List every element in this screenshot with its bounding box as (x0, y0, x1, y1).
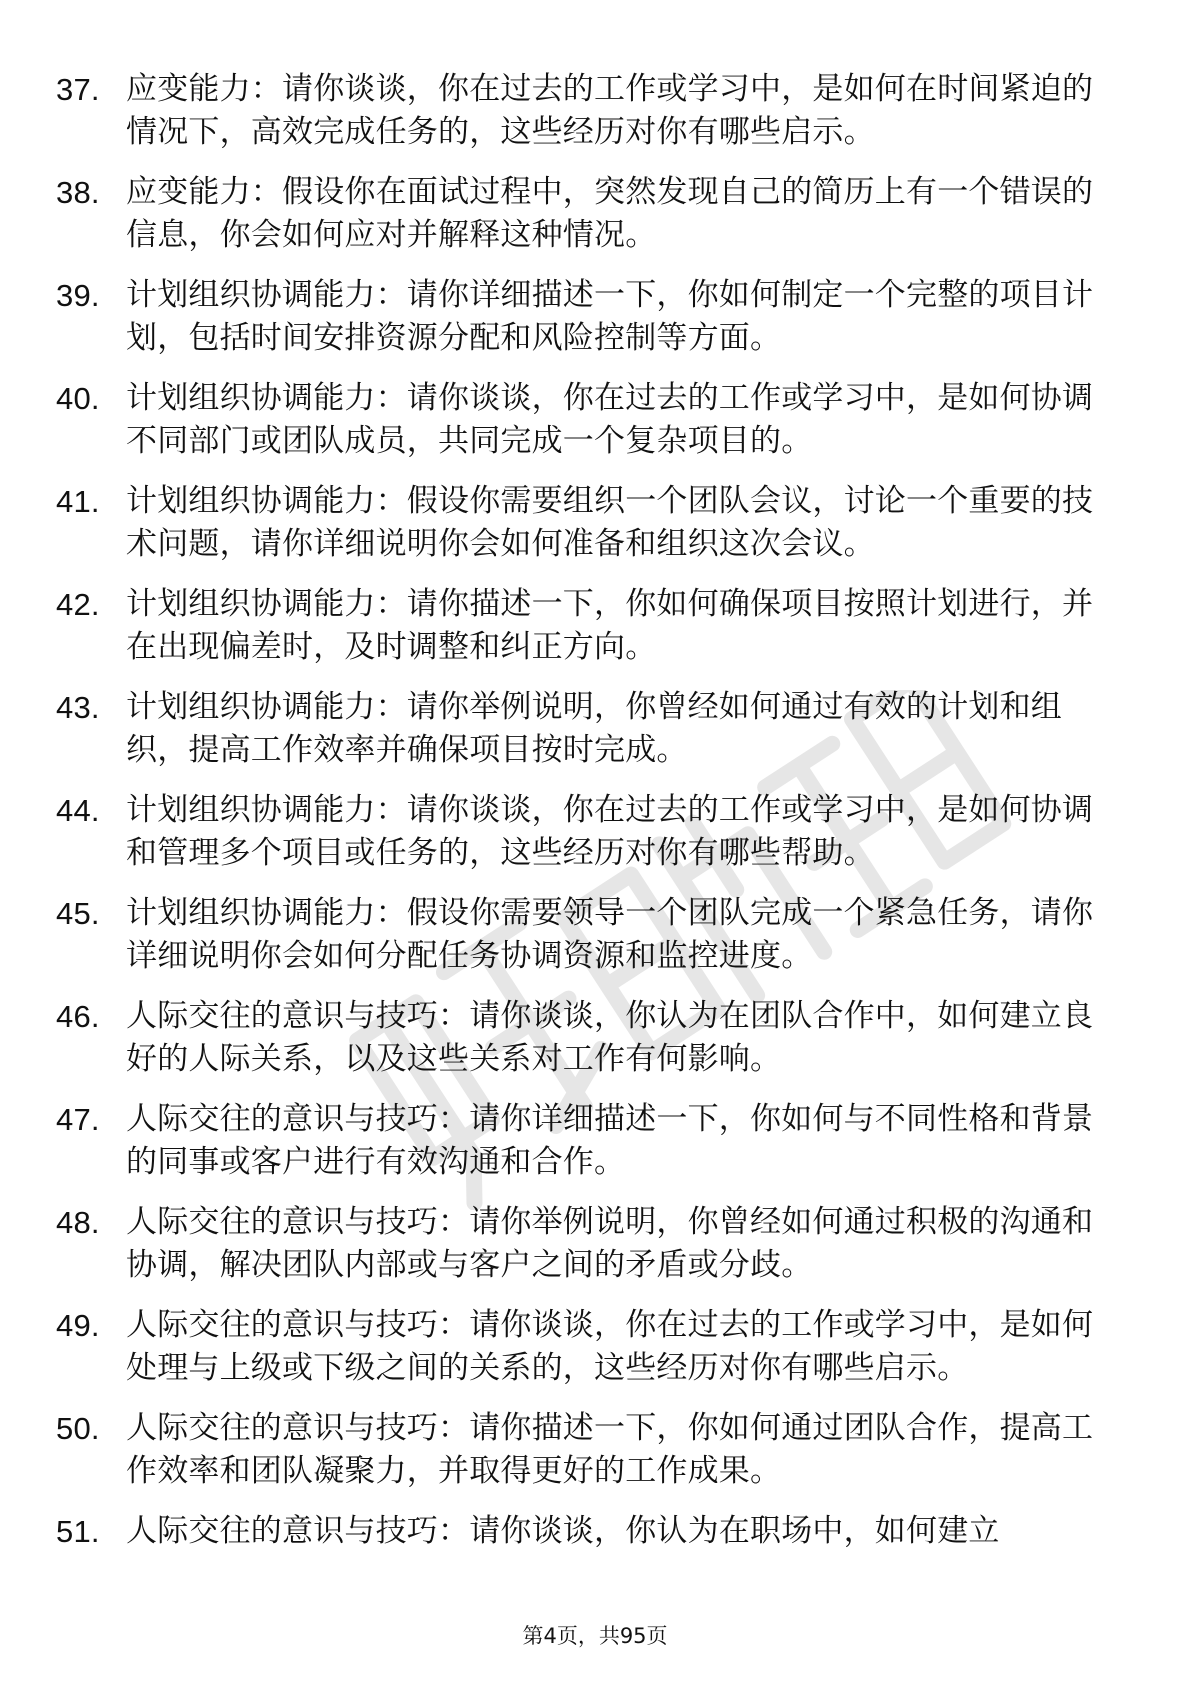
item-text: 人际交往的意识与技巧：请你谈谈，你认为在职场中，如何建立 (126, 1513, 1000, 1549)
item-number: 43. (56, 690, 100, 725)
list-item (56, 583, 1116, 669)
list-item (56, 892, 1116, 978)
item-number: 37. (56, 72, 100, 107)
list-item (56, 789, 1116, 875)
item-number: 50. (56, 1411, 100, 1446)
item-text: 人际交往的意识与技巧：请你谈谈，你在过去的工作或学习中，是如何处理与上级或下级之间的关系的，这些经历对你有哪些启示。 (126, 1307, 1094, 1386)
item-number: 39. (56, 278, 100, 313)
item-number: 38. (56, 175, 100, 210)
item-number: 40. (56, 381, 100, 416)
list-item (56, 68, 1116, 154)
list-item (56, 1304, 1116, 1390)
page-number-footer: 第4页，共95页 (522, 1624, 668, 1648)
item-number: 41. (56, 484, 100, 519)
list-item (56, 995, 1116, 1081)
item-text: 应变能力：请你谈谈，你在过去的工作或学习中，是如何在时间紧迫的情况下，高效完成任务的，这些经历对你有哪些启示。 (126, 71, 1094, 150)
item-number: 48. (56, 1205, 100, 1240)
item-text: 计划组织协调能力：请你举例说明，你曾经如何通过有效的计划和组织，提高工作效率并确保项目按时完成。 (126, 689, 1062, 768)
list-item (56, 274, 1116, 360)
item-text: 计划组织协调能力：请你谈谈，你在过去的工作或学习中，是如何协调不同部门或团队成员，共同完成一个复杂项目的。 (126, 380, 1094, 459)
item-text: 计划组织协调能力：请你谈谈，你在过去的工作或学习中，是如何协调和管理多个项目或任务的，这些经历对你有哪些帮助。 (126, 792, 1094, 871)
item-number: 49. (56, 1308, 100, 1343)
item-number: 45. (56, 896, 100, 931)
list-item (56, 686, 1116, 772)
list-item (56, 1201, 1116, 1287)
item-text: 计划组织协调能力：请你描述一下，你如何确保项目按照计划进行，并在出现偏差时，及时调整和纠正方向。 (126, 586, 1094, 665)
item-text: 人际交往的意识与技巧：请你描述一下，你如何通过团队合作，提高工作效率和团队凝聚力，并取得更好的工作成果。 (126, 1410, 1094, 1489)
item-number: 51. (56, 1514, 100, 1549)
item-text: 人际交往的意识与技巧：请你谈谈，你认为在团队合作中，如何建立良好的人际关系，以及这些关系对工作有何影响。 (126, 998, 1094, 1077)
list-item (56, 1407, 1116, 1493)
item-number: 46. (56, 999, 100, 1034)
list-item (56, 1098, 1116, 1184)
item-text: 计划组织协调能力：请你详细描述一下，你如何制定一个完整的项目计划，包括时间安排资源分配和风险控制等方面。 (126, 277, 1094, 356)
item-text: 应变能力：假设你在面试过程中，突然发现自己的简历上有一个错误的信息，你会如何应对并解释这种情况。 (126, 174, 1094, 253)
list-item (56, 171, 1116, 257)
item-text: 人际交往的意识与技巧：请你举例说明，你曾经如何通过积极的沟通和协调，解决团队内部或与客户之间的矛盾或分歧。 (126, 1204, 1094, 1283)
item-text: 人际交往的意识与技巧：请你详细描述一下，你如何与不同性格和背景的同事或客户进行有效沟通和合作。 (126, 1101, 1094, 1180)
item-number: 44. (56, 793, 100, 828)
item-number: 42. (56, 587, 100, 622)
item-text: 计划组织协调能力：假设你需要领导一个团队完成一个紧急任务，请你详细说明你会如何分配任务协调资源和监控进度。 (126, 895, 1094, 974)
question-list (56, 68, 1116, 1570)
item-number: 47. (56, 1102, 100, 1137)
list-item (56, 377, 1116, 463)
item-text: 计划组织协调能力：假设你需要组织一个团队会议，讨论一个重要的技术问题，请你详细说明你会如何准备和组织这次会议。 (126, 483, 1094, 562)
list-item (56, 1510, 1116, 1553)
list-item (56, 480, 1116, 566)
